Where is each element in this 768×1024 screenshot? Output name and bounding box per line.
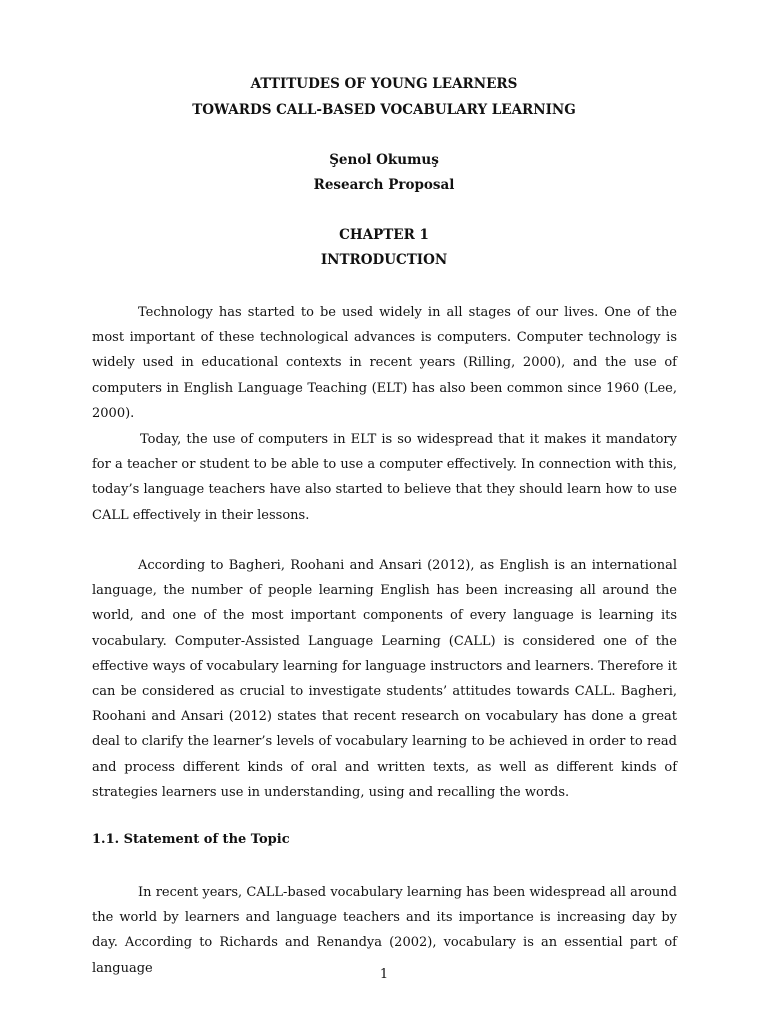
document-type: Research Proposal xyxy=(313,177,455,193)
paragraph-4: In recent years, CALL-based vocabulary learning has been widespread all around the world by learners and language teachers and its importance is increasing day by day. According to Richards and Renandya (2002), vocabulary is an essential part of language xyxy=(92,885,677,976)
paragraph-2: Today, the use of computers in ELT is so widespread that it makes it mandatory for a teacher or student to be able to use a computer effectively. In connection with this, today’s language teachers have also started to believe that they should learn how to use CALL effectively in their lessons. xyxy=(92,432,677,523)
page-number: 1 xyxy=(379,967,389,982)
title-line-2: TOWARDS CALL-BASED VOCABULARY LEARNING xyxy=(192,102,576,118)
section-heading: 1.1. Statement of the Topic xyxy=(92,832,290,847)
chapter-number: CHAPTER 1 xyxy=(339,227,429,243)
paragraph-1: Technology has started to be used widely in all stages of our lives. One of the most important of these technological advances is computers. Computer technology is widely used in educational contexts in recent years (Rilling, 2000), and the use of computers in English Language Teaching (ELT) has also been common since 1960 (Lee, 2000). xyxy=(92,305,677,421)
author-name: Şenol Okumuş xyxy=(329,152,439,168)
paragraph-3: According to Bagheri, Roohani and Ansari (2012), as English is an international language, the number of people learning English has been increasing all around the world, and one of the most important components of every language is learning its vocabulary. Computer-Assisted Language Learning (CALL) is considered one of the effective ways of vocabulary learning for language instructors and learners. Therefore it can be considered as crucial to investigate students’ attitudes towards CALL. Bagheri, Roohani and Ansari (2012) states that recent research on vocabulary has done a great deal to clarify the learner’s levels of vocabulary learning to be achieved in order to read and process different kinds of oral and written texts, as well as different kinds of strategies learners use in understanding, using and recalling the words. xyxy=(92,558,677,800)
title-line-1: ATTITUDES OF YOUNG LEARNERS xyxy=(250,76,518,92)
chapter-title: INTRODUCTION xyxy=(320,252,448,268)
